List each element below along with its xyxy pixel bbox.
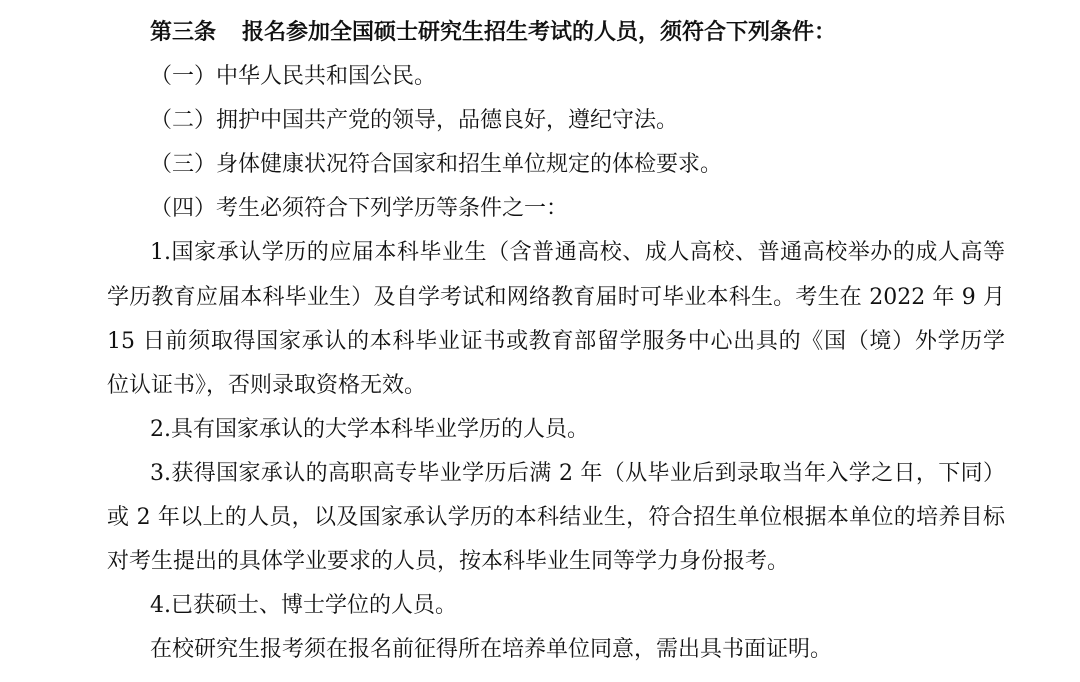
closing-note: 在校研究生报考须在报名前征得所在培养单位同意，需出具书面证明。 bbox=[150, 637, 833, 662]
item-4-line-1: 4.已获硕士、博士学位的人员。 bbox=[150, 593, 457, 618]
article-heading bbox=[150, 18, 836, 48]
item-1-line-3: 15 日前须取得国家承认的本科毕业证书或教育部留学服务中心出具的《国（境）外学历学 bbox=[107, 329, 1005, 354]
condition-4: （四）考生必须符合下列学历等条件之一： bbox=[150, 196, 569, 221]
item-3-line-3: 对考生提出的具体学业要求的人员，按本科毕业生同等学力身份报考。 bbox=[107, 549, 790, 574]
item-1-line-4: 位认证书》，否则录取资格无效。 bbox=[107, 373, 427, 398]
condition-2: （二）拥护中国共产党的领导，品德良好，遵纪守法。 bbox=[150, 108, 679, 133]
item-3-line-1: 3.获得国家承认的高职高专毕业学历后满 2 年（从毕业后到录取当年入学之日，下同） bbox=[150, 461, 1005, 486]
article-number: 第三条 bbox=[150, 20, 217, 45]
item-2-line-1: 2.具有国家承认的大学本科毕业学历的人员。 bbox=[150, 417, 589, 442]
condition-1: （一）中华人民共和国公民。 bbox=[150, 64, 437, 89]
item-1-line-1: 1.国家承认学历的应届本科毕业生（含普通高校、成人高校、普通高校举办的成人高等 bbox=[150, 240, 1005, 265]
item-3-line-2: 或 2 年以上的人员，以及国家承认学历的本科结业生，符合招生单位根据本单位的培养目标 bbox=[107, 505, 1005, 530]
article-heading-text: 报名参加全国硕士研究生招生考试的人员，须符合下列条件： bbox=[242, 20, 837, 45]
condition-3: （三）身体健康状况符合国家和招生单位规定的体检要求。 bbox=[150, 152, 723, 177]
item-1-line-2: 学历教育应届本科毕业生）及自学考试和网络教育届时可毕业本科生。考生在 2022 年 9 月 bbox=[107, 285, 1005, 310]
